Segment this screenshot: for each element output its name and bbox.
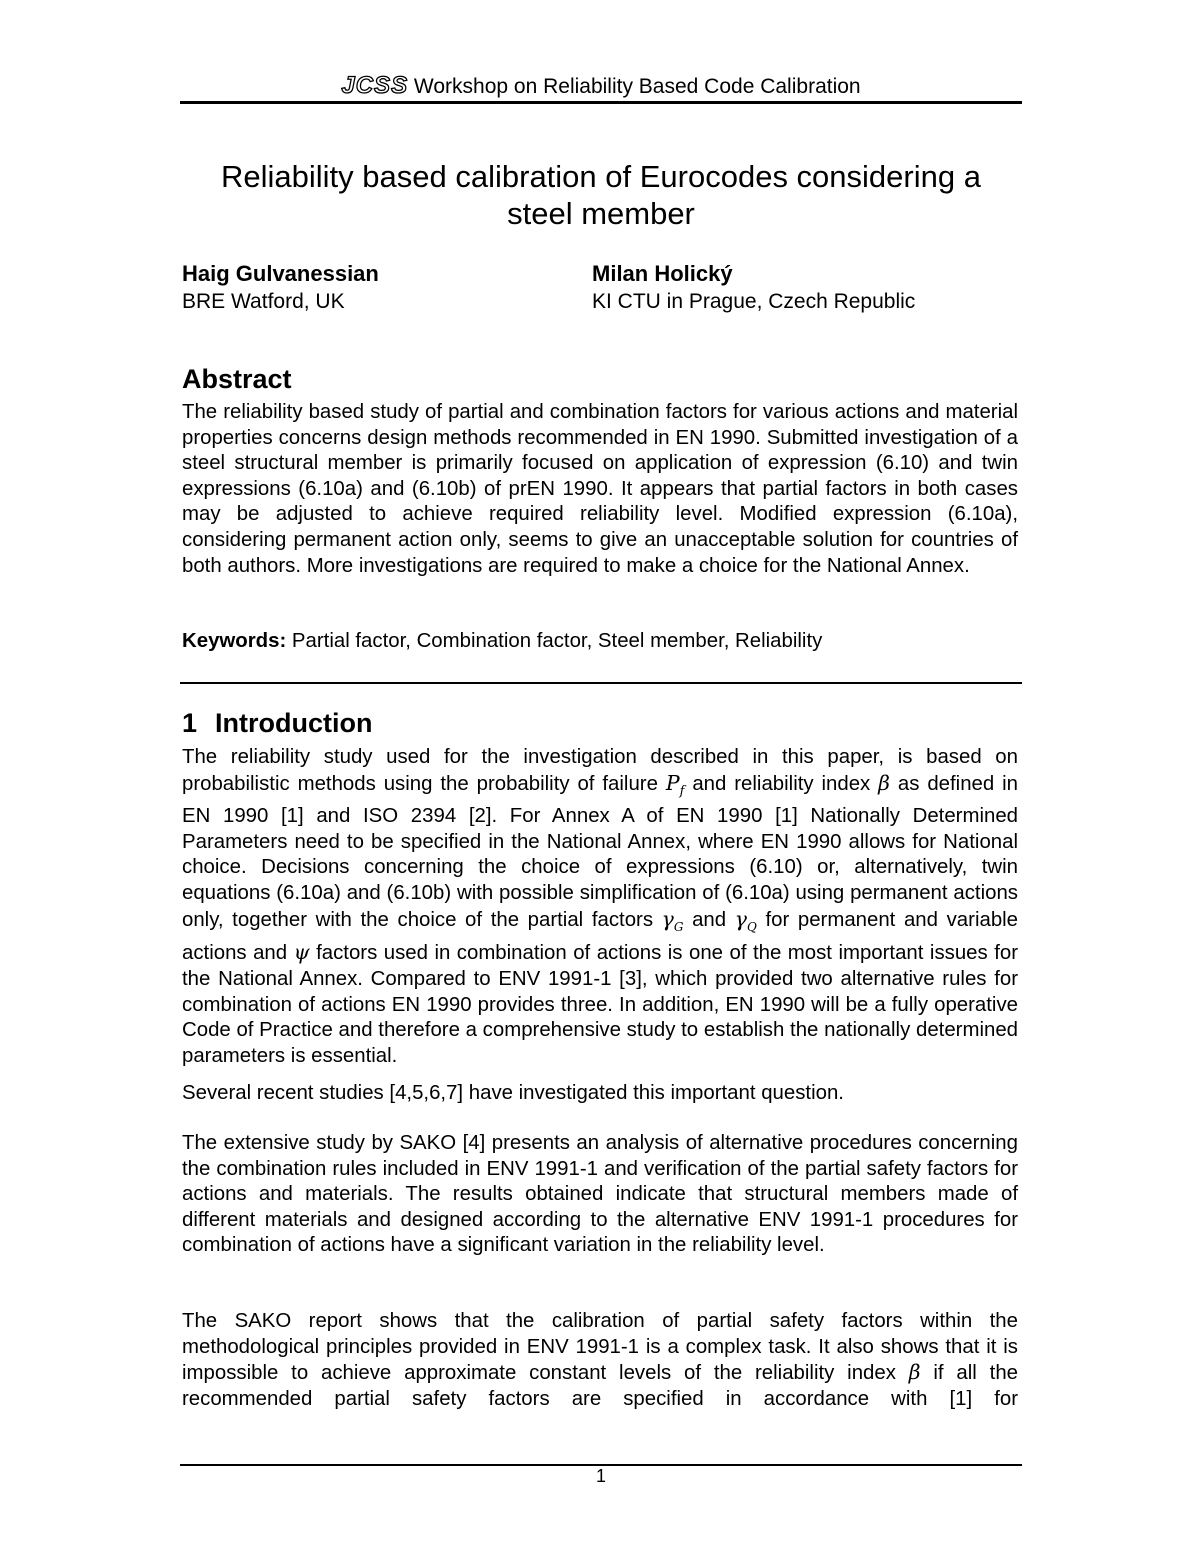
author-1 [182,260,379,316]
paper-title-line-1: Reliability based calibration of Eurocodes considering a [221,159,981,194]
intro-p1-text-c: as defined in EN 1990 [1] and ISO 2394 [2]. For Annex A of EN 1990 [1] Nationally Determined Parameters need to be specified in the National Annex, where EN 1990 allows for National choice. Decisions concerning the choice of expressions (6.10) or, alternatively, twin equations (6.10a) and (6.10b) with possible simplification of (6.10a) using permanent actions only, together with the choice of the partial factors [182,772,1019,931]
psi-symbol: ψ [293,940,310,965]
intro-p1-text-e: factors used in combination of actions is one of the most important issues for the National Annex. Compared to ENV 1991-1 [3], which provided two alternative rules for combination of actions EN 1990 provides three. In addition, EN 1990 will be a fully operative Code of Practice and therefore a comprehensive study to establish the nationally determined parameters is essential. [182,942,1018,1067]
pf-symbol [665,770,685,799]
intro-paragraph-2: Several recent studies [4,5,6,7] have investigated this important question. [182,1082,844,1104]
gamma-g-subscript: G [673,919,684,934]
author-2-affiliation: KI CTU in Prague, Czech Republic [592,290,916,313]
intro-p1-and: and [692,908,727,931]
intro-p4-text-b: if all the recommended partial safety factors are specified in accordance with [1] for [182,1362,1019,1410]
intro-paragraph-1 [182,745,1018,1069]
intro-paragraph-3: The extensive study by SAKO [4] presents an analysis of alternative procedures concerning the combination rules included in ENV 1991-1 and verification of the partial safety factors for actions and materials. The results obtained indicate that structural members made of different materials and designed according to the alternative ENV 1991-1 procedures for combination of actions have a significant variation in the reliability level. [182,1132,1018,1257]
pf-subscript: f [679,783,685,799]
paper-title-line-2: steel member [507,196,695,231]
intro-heading-text: Introduction [215,708,373,738]
abstract-text: The reliability based study of partial and combination factors for various actions and material properties concerns design methods recommended in EN 1990. Submitted investigation of a steel structural member is primarily focused on application of expression (6.10) and twin expressions (6.10a) and (6.10b) of prEN 1990. It appears that partial factors in both cases may be adjusted to achieve required reliability level. Modified expression (6.10a), considering permanent action only, seems to give an unacceptable solution for countries of both authors. More investigations are required to make a choice for the National Annex. [182,401,1018,577]
author-2-name: Milan Holický [592,261,733,286]
header-rule [180,101,1022,104]
running-header [180,72,1022,101]
intro-p1-text-b: and reliability index [692,772,871,795]
keywords-label: Keywords: [182,630,287,652]
gamma-g-letter: γ [661,906,674,931]
intro-paragraph-4 [182,1309,1018,1412]
abstract-heading: Abstract [182,364,292,394]
beta-symbol-2: β [908,1360,921,1385]
intro-heading [182,706,373,740]
beta-symbol: β [878,770,890,795]
intro-section-number: 1 [182,708,198,738]
author-1-affiliation: BRE Watford, UK [182,290,345,313]
intro-p1-text-a: The reliability study used for the investigation described in this paper, is based on probabilistic methods using the probability of failure [182,746,1018,795]
gamma-q-symbol [734,906,757,934]
pf-letter: P [665,770,680,795]
keywords-list: Partial factor, Combination factor, Steel member, Reliability [291,630,823,652]
page-number: 1 [595,1466,606,1486]
keywords [182,629,1018,655]
gamma-q-letter: γ [734,906,747,931]
jcss-logo: JCSS [341,72,409,99]
header-title: Workshop on Reliability Based Code Calibration [413,75,861,98]
intro-p1-text-d: for permanent and variable actions and [182,908,1019,965]
gamma-q-subscript: Q [746,919,757,934]
intro-p4-text-a: The SAKO report shows that the calibration of partial safety factors within the methodological principles provided in ENV 1991-1 is a complex task. It also shows that it is impossible to achieve approximate constant levels of the reliability index [182,1310,1018,1385]
author-1-name: Haig Gulvanessian [182,261,379,286]
gamma-g-symbol [661,906,684,934]
paper-title [180,158,1022,232]
section-rule [180,682,1022,684]
author-2 [592,260,915,316]
